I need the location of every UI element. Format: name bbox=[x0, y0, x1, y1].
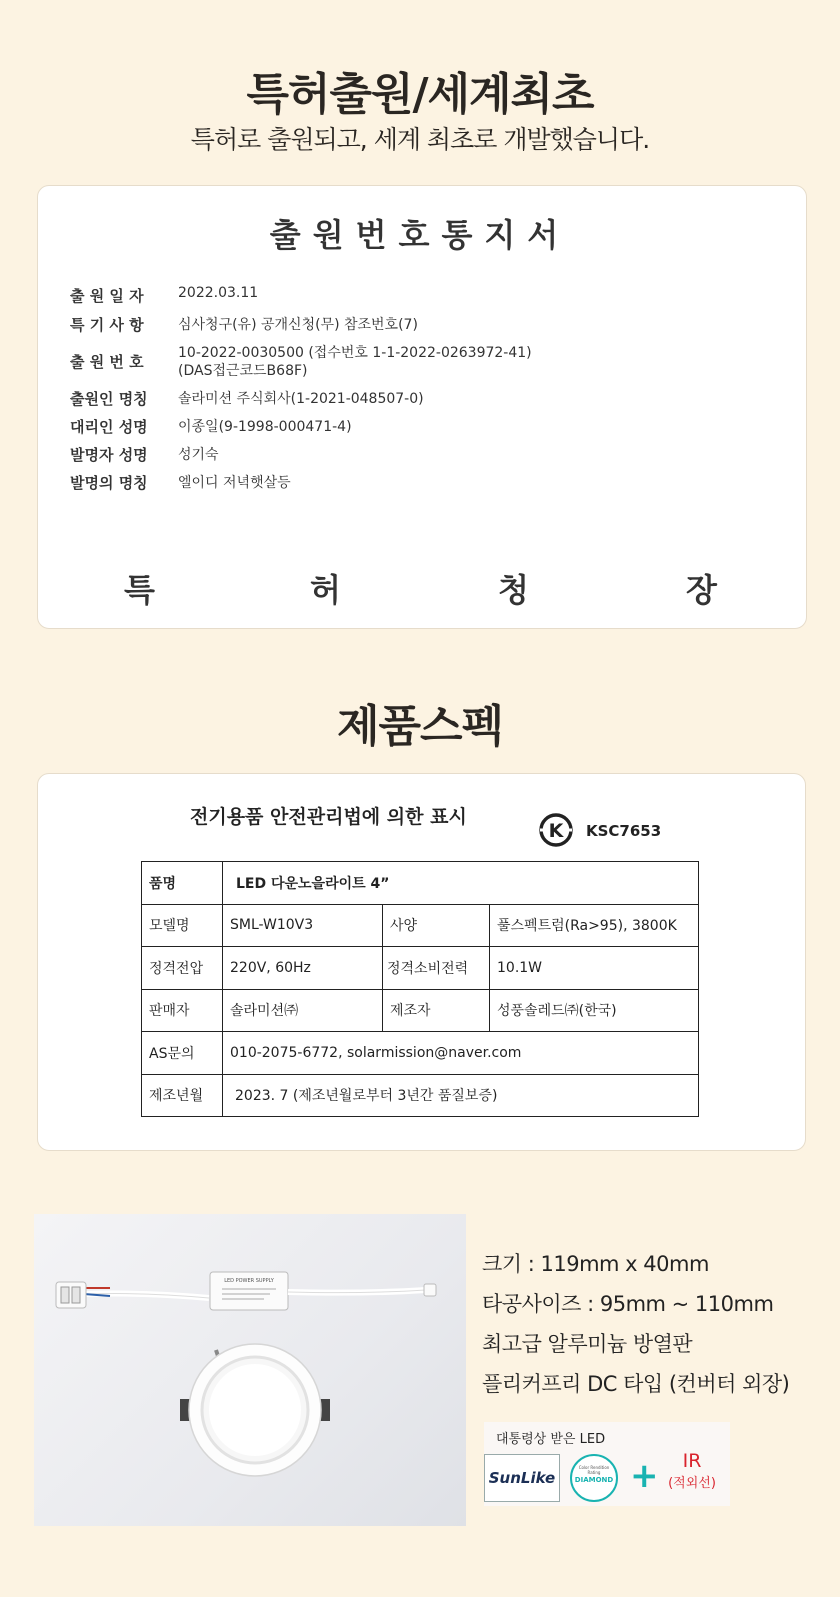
ir-label: IR bbox=[682, 1450, 702, 1472]
table-cell-value: LED 다운노을라이트 4” bbox=[223, 862, 699, 905]
field-inventor bbox=[70, 444, 219, 465]
field-label: 발명의 명칭 bbox=[70, 474, 148, 492]
award-badge bbox=[484, 1422, 730, 1506]
notice-title: 출원번호통지서 bbox=[269, 216, 571, 254]
driver-label: LED POWER SUPPLY bbox=[224, 1278, 274, 1284]
diamond-rating-seal bbox=[570, 1454, 618, 1502]
product-photo bbox=[34, 1214, 466, 1526]
field-label: 출 원 일 자 bbox=[70, 287, 144, 305]
feature-size: 크기 : 119mm x 40mm bbox=[482, 1252, 709, 1276]
patent-section-subtitle: 특허로 출원되고, 세계 최초로 개발했습니다. bbox=[190, 125, 650, 154]
table-cell-value: 성풍솔레드㈜(한국) bbox=[490, 989, 699, 1032]
patent-section-title: 특허출원/세계최초 bbox=[246, 69, 594, 120]
table-row bbox=[142, 904, 699, 947]
field-value: 10-2022-0030500 (접수번호 1-1-2022-0263972-41) bbox=[178, 345, 532, 361]
cert-code: KSC7653 bbox=[586, 822, 662, 840]
table-row bbox=[142, 989, 699, 1032]
signature-char: 청 bbox=[498, 571, 529, 609]
table-cell-value: SML-W10V3 bbox=[223, 904, 383, 947]
feature-heatsink: 최고급 알루미늄 방열판 bbox=[482, 1332, 693, 1356]
table-cell-value: 솔라미션㈜ bbox=[223, 989, 383, 1032]
table-row bbox=[142, 1074, 699, 1117]
field-invention-name bbox=[70, 472, 291, 493]
field-value: 이종일(9-1998-000471-4) bbox=[178, 419, 352, 435]
diamond-seal-caption: Color Rendition Rating bbox=[578, 1465, 610, 1475]
table-cell-label: 품명 bbox=[142, 862, 223, 905]
field-special-notes bbox=[70, 314, 418, 335]
kc-mark-letter: K bbox=[548, 820, 564, 842]
table-cell-value: 220V, 60Hz bbox=[223, 947, 383, 990]
table-cell-label: 정격전압 bbox=[142, 947, 223, 990]
signature-char: 장 bbox=[686, 571, 717, 609]
table-cell-label: 사양 bbox=[383, 904, 490, 947]
field-label: 출원인 명칭 bbox=[70, 390, 148, 408]
field-value: 심사청구(유) 공개신청(무) 참조번호(7) bbox=[178, 317, 418, 333]
signature-char: 특 bbox=[124, 571, 155, 609]
diamond-seal-word: DIAMOND bbox=[574, 1476, 614, 1484]
table-row bbox=[142, 862, 699, 905]
table-cell-label: 모델명 bbox=[142, 904, 223, 947]
table-cell-value: 010-2075-6772, solarmission@naver.com bbox=[223, 1032, 699, 1075]
field-applicant bbox=[70, 388, 424, 409]
field-value: 솔라미션 주식회사(1-2021-048507-0) bbox=[178, 391, 424, 407]
field-value: 2022.03.11 bbox=[178, 285, 259, 301]
table-cell-label: 제조자 bbox=[383, 989, 490, 1032]
sunlike-logo: SunLike bbox=[484, 1454, 560, 1502]
field-application-date bbox=[70, 285, 258, 306]
feature-flicker-free: 플리커프리 DC 타입 (컨버터 외장) bbox=[482, 1372, 790, 1396]
field-label: 발명자 성명 bbox=[70, 446, 148, 464]
field-application-number bbox=[70, 344, 532, 380]
table-row bbox=[142, 947, 699, 990]
field-agent bbox=[70, 416, 352, 437]
signature-char: 허 bbox=[310, 571, 341, 609]
field-value-access-code: (DAS접근코드B68F) bbox=[178, 363, 308, 379]
product-illustration bbox=[34, 1214, 466, 1526]
ir-sublabel: (적외선) bbox=[668, 1476, 716, 1491]
table-row bbox=[142, 1032, 699, 1075]
field-value: 엘이디 저녁햇살등 bbox=[178, 475, 291, 491]
award-badge-title: 대통령상 받은 LED bbox=[496, 1432, 606, 1447]
table-cell-label: 판매자 bbox=[142, 989, 223, 1032]
spec-table bbox=[141, 861, 699, 1117]
table-cell-value: 풀스펙트럼(Ra>95), 3800K bbox=[490, 904, 699, 947]
field-label: 대리인 성명 bbox=[70, 418, 148, 436]
table-cell-value: 2023. 7 (제조년월로부터 3년간 품질보증) bbox=[223, 1074, 699, 1117]
field-label: 특 기 사 항 bbox=[70, 316, 144, 334]
field-value: 성기숙 bbox=[178, 447, 219, 463]
plus-icon: + bbox=[630, 1456, 659, 1496]
feature-cutout: 타공사이즈 : 95mm ~ 110mm bbox=[482, 1292, 774, 1316]
table-cell-label: 정격소비전력 bbox=[383, 947, 490, 990]
table-cell-value: 10.1W bbox=[490, 947, 699, 990]
field-label: 출 원 번 호 bbox=[70, 353, 144, 371]
table-cell-label: 제조년월 bbox=[142, 1074, 223, 1117]
kc-cert-icon bbox=[538, 812, 574, 848]
spec-table-title: 전기용품 안전관리법에 의한 표시 bbox=[190, 806, 467, 828]
spec-section-title: 제품스펙 bbox=[336, 701, 503, 752]
table-cell-label: AS문의 bbox=[142, 1032, 223, 1075]
